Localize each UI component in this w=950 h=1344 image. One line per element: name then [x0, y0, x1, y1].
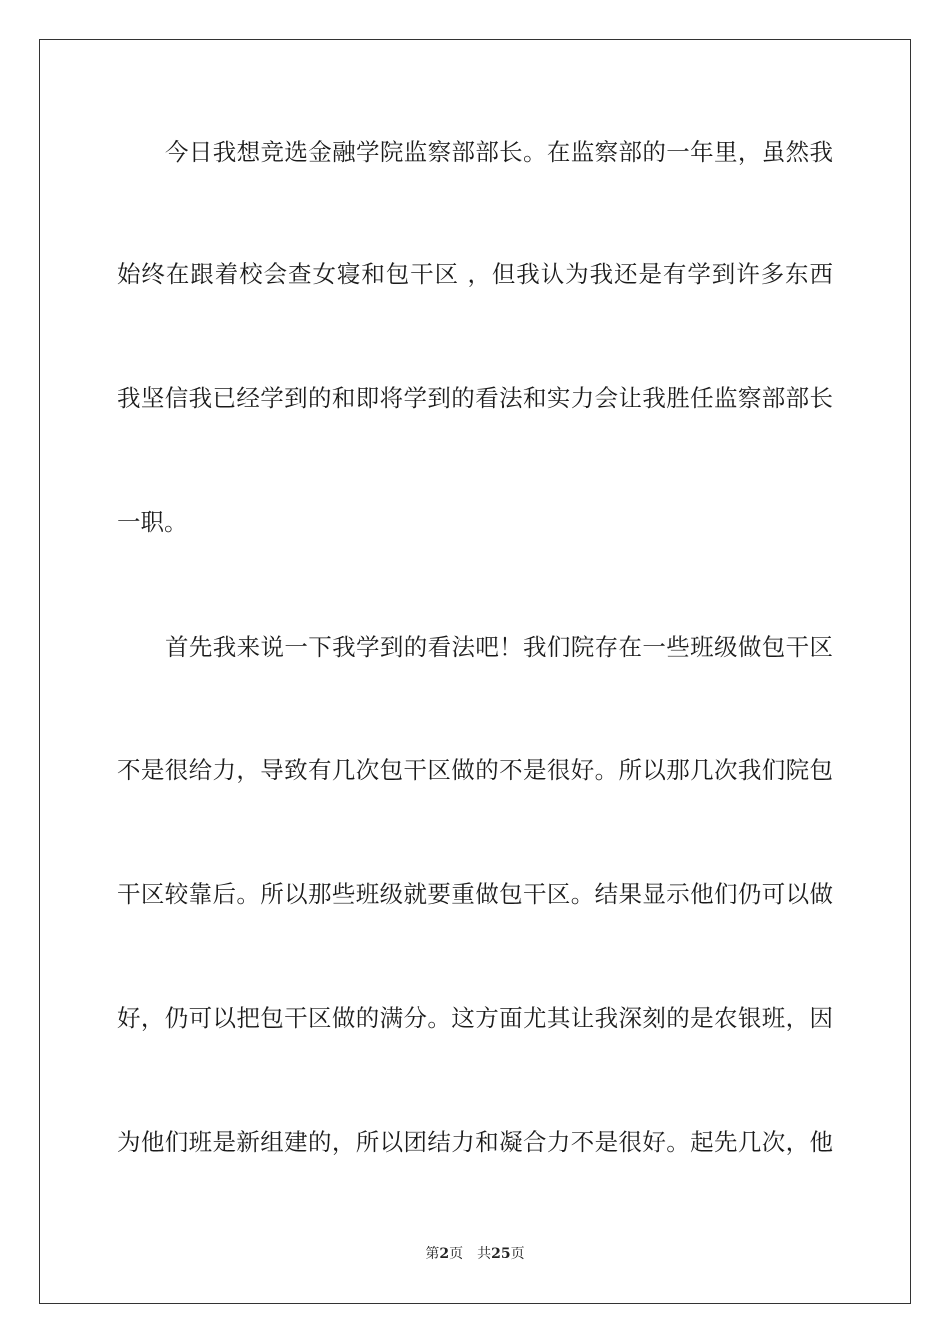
total-pages: 25 — [491, 1246, 511, 1262]
paragraph-line: 为他们班是新组建的，所以团结力和凝合力不是很好。起先几次，他 — [117, 1128, 833, 1156]
page-suffix: 页 — [449, 1246, 464, 1262]
paragraph-line: 首先我来说一下我学到的看法吧！我们院存在一些班级做包干区 — [165, 633, 833, 661]
paragraph-line: 一职。 — [117, 508, 188, 536]
total-suffix: 页 — [510, 1246, 525, 1262]
paragraph-line: 始终在跟着校会查女寝和包干区 ，但我认为我还是有学到许多东西 — [117, 260, 833, 288]
paragraph-line: 我坚信我已经学到的和即将学到的看法和实力会让我胜任监察部部长 — [117, 384, 833, 412]
paragraph-line: 好，仍可以把包干区做的满分。这方面尤其让我深刻的是农银班，因 — [117, 1004, 833, 1032]
paragraph-line: 干区较靠后。所以那些班级就要重做包干区。结果显示他们仍可以做 — [117, 880, 833, 908]
paragraph-line: 今日我想竞选金融学院监察部部长。在监察部的一年里，虽然我 — [165, 138, 833, 166]
page-number: 2 — [439, 1246, 450, 1262]
page-prefix: 第 — [425, 1246, 440, 1262]
page-footer — [0, 1245, 950, 1263]
page-border — [39, 39, 911, 1304]
paragraph-line: 不是很给力，导致有几次包干区做的不是很好。所以那几次我们院包 — [117, 756, 833, 784]
total-prefix: 共 — [477, 1246, 492, 1262]
